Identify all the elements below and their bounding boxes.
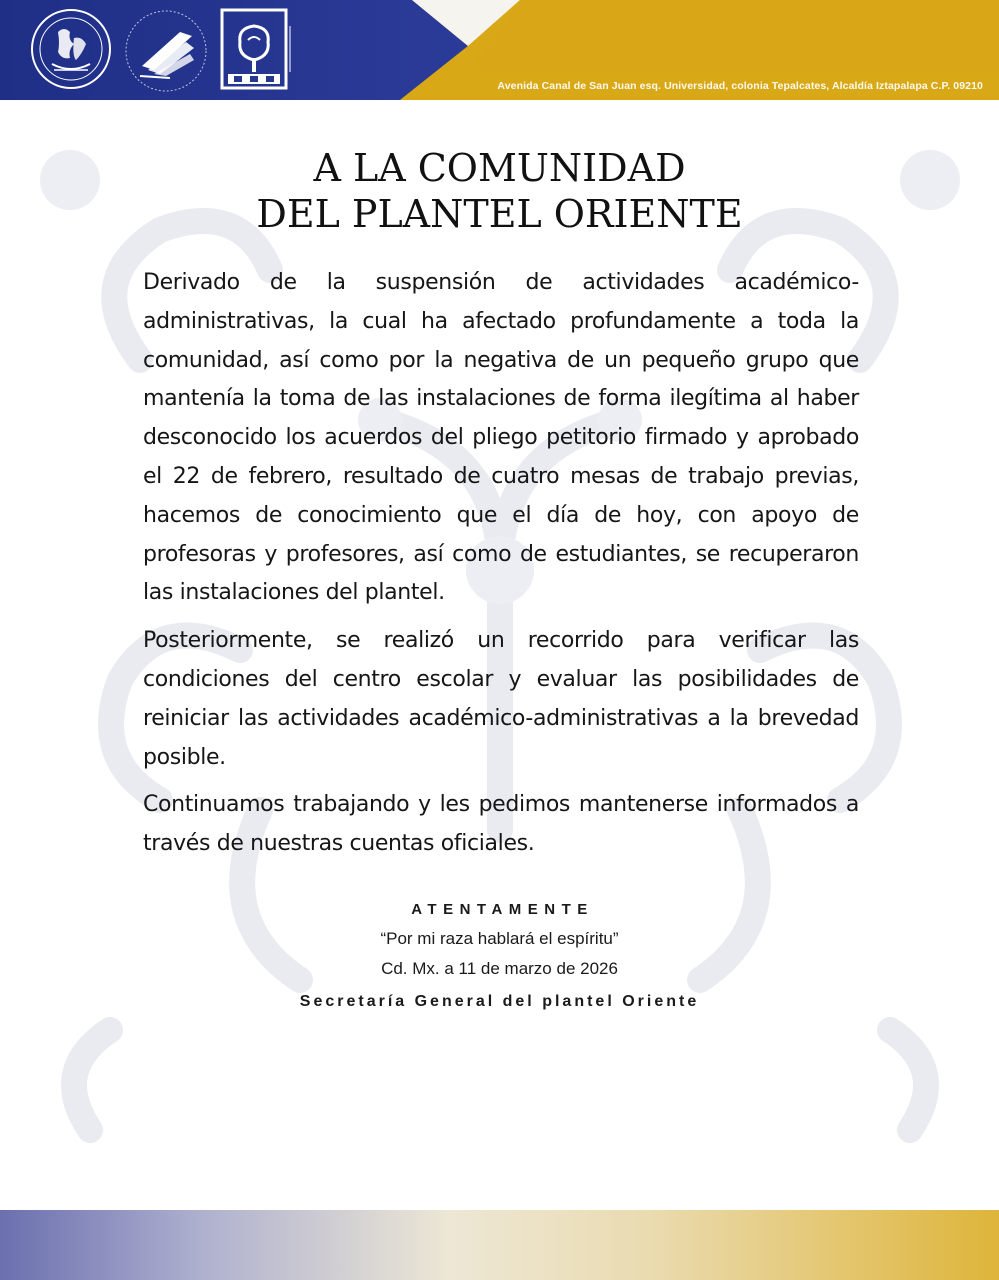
address-line: Avenida Canal de San Juan esq. Universidad, colonia Tepalcates, Alcaldía Iztapalapa C.P. 09210 bbox=[497, 80, 983, 92]
body-paragraph-3: Continuamos trabajando y les pedimos mantenerse informados a través de nuestras cuentas oficiales. bbox=[143, 792, 859, 857]
document-body bbox=[143, 264, 859, 873]
closing-date: Cd. Mx. a 11 de marzo de 2026 bbox=[381, 959, 618, 978]
letterhead-footer bbox=[0, 1210, 999, 1280]
body-paragraph-1: Derivado de la suspensión de actividades académico-administrativas, la cual ha afectado profundamente a toda la comunidad, así como por la negativa de un pequeño grupo que mantenía la toma de las instalaciones de forma ilegítima al haber desconocido los acuerdos del pliego petitorio firmado y aprobado el 22 de febrero, resultado de cuatro mesas de trabajo previas, hacemos de conocimiento que el día de hoy, con apoyo de profesoras y profesores, así como de estudiantes, se recuperaron las instalaciones del plantel. bbox=[143, 270, 859, 606]
unam-seal-icon bbox=[28, 6, 114, 92]
document-title bbox=[0, 145, 999, 237]
cch-oriente-tree-icon bbox=[218, 6, 298, 92]
closing-motto: “Por mi raza hablará el espíritu” bbox=[380, 929, 619, 948]
colegio-ciencias-humanidades-icon bbox=[120, 6, 212, 96]
closing-signature: Secretaría General del plantel Oriente bbox=[299, 993, 700, 1010]
title-line-1: A LA COMUNIDAD bbox=[313, 146, 686, 190]
title-line-2: DEL PLANTEL ORIENTE bbox=[256, 192, 743, 236]
letterhead-header bbox=[0, 0, 999, 100]
closing-block bbox=[0, 898, 999, 1016]
closing-salutation: ATENTAMENTE bbox=[411, 901, 594, 918]
body-paragraph-2: Posteriormente, se realizó un recorrido para verificar las condiciones del centro escolar y evaluar las posibilidades de reiniciar las actividades académico-administrativas a la brevedad posible. bbox=[143, 628, 859, 770]
